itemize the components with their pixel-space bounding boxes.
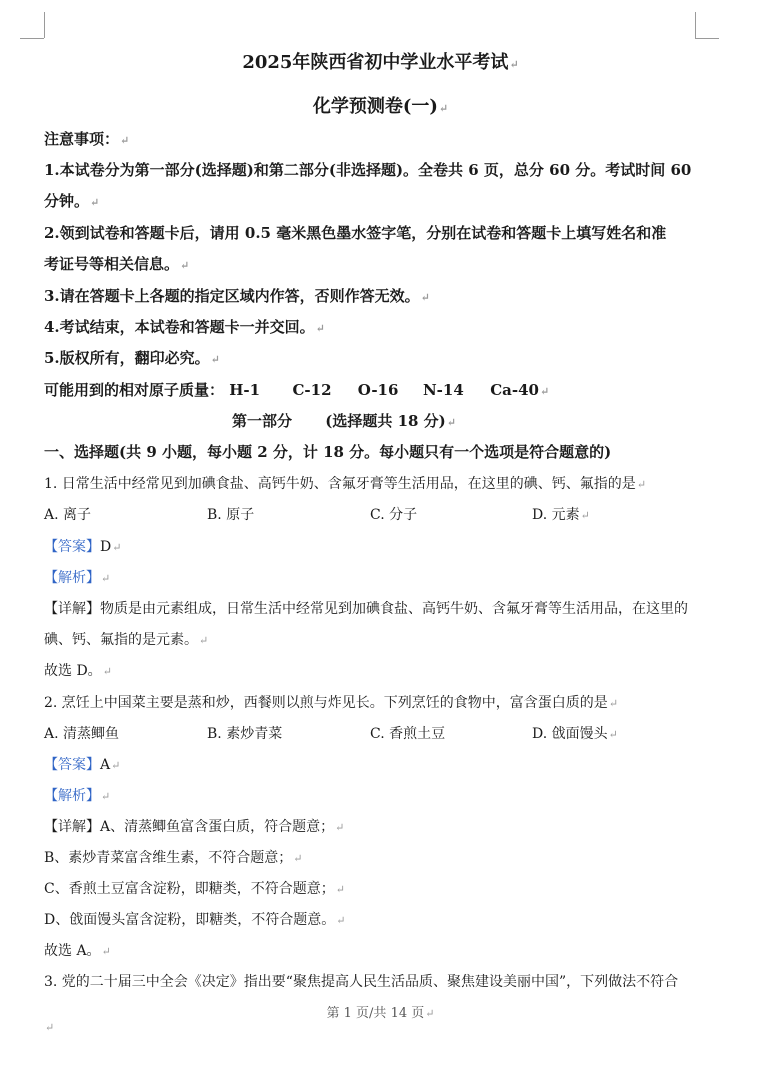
q1-conclusion: 故选 D。↵ xyxy=(44,663,112,679)
q1-option-c: C. 分子 xyxy=(370,507,418,523)
question-3-stem: 3. 党的二十届三中全会《决定》指出要“聚焦提高人民生活品质、聚焦建设美丽中国”，下列做法不符合 xyxy=(44,974,679,990)
notice-item-5: 5.版权所有，翻印必究。↵ xyxy=(44,349,220,367)
q1-option-a: A. 离子 xyxy=(44,507,92,523)
q2-option-d: D. 戗面馒头↵ xyxy=(532,726,618,742)
atomic-mass-c: C-12 xyxy=(292,381,332,399)
exam-subtitle: 化学预测卷(一)↵ xyxy=(312,96,449,117)
notice-item-2-cont: 考证号等相关信息。↵ xyxy=(44,255,190,273)
atomic-mass-ca: Ca-40 xyxy=(490,381,539,399)
question-1-stem: 1. 日常生活中经常见到加碘食盐、高钙牛奶、含氟牙膏等生活用品，在这里的碘、钙、氟指的是↵ xyxy=(44,476,647,492)
q2-detail-4: D、戗面馒头富含淀粉，即糖类，不符合题意。↵ xyxy=(44,912,346,928)
atomic-mass-o: O-16 xyxy=(357,381,399,399)
q1-detail-2: 碘、钙、氟指的是元素。↵ xyxy=(44,632,209,648)
crop-mark-top-left-h xyxy=(20,38,44,39)
q2-analysis: 【解析】↵ xyxy=(44,788,111,804)
section-heading: 一、选择题(共 9 小题，每小题 2 分，计 18 分。每小题只有一个选项是符合题意的) xyxy=(44,443,612,461)
notice-heading: 注意事项：↵ xyxy=(44,130,130,148)
atomic-mass-h: H-1 xyxy=(229,381,261,399)
q2-answer: 【答案】A↵ xyxy=(44,757,121,773)
q2-option-c: C. 香煎土豆 xyxy=(370,726,446,742)
notice-item-4: 4.考试结束，本试卷和答题卡一并交回。↵ xyxy=(44,318,325,336)
q1-answer: 【答案】D↵ xyxy=(44,539,122,555)
notice-item-1-cont: 分钟。↵ xyxy=(44,192,100,210)
page-footer: 第 1 页/共 14 页↵ xyxy=(326,1006,435,1021)
crop-mark-top-right-h xyxy=(695,38,719,39)
notice-item-2: 2.领到试卷和答题卡后，请用 0.5 毫米黑色墨水签字笔，分别在试卷和答题卡上填写姓名和准 xyxy=(44,224,667,242)
atomic-mass-n: N-14 xyxy=(422,381,464,399)
exam-title: 2025年陕西省初中学业水平考试↵ xyxy=(242,52,519,73)
q2-detail-2: B、素炒青菜富含维生素，不符合题意；↵ xyxy=(44,850,303,866)
crop-mark-top-left xyxy=(44,12,45,38)
q1-analysis: 【解析】↵ xyxy=(44,570,111,586)
atomic-mass-line: 可能用到的相对原子质量： H-1 C-12 O-16 N-14 Ca-40↵ xyxy=(44,381,550,399)
trailing-paragraph-mark: ↵ xyxy=(45,1021,55,1034)
notice-item-1: 1.本试卷分为第一部分(选择题)和第二部分(非选择题)。全卷共 6 页，总分 60 分。考试时间 60 xyxy=(44,161,692,179)
q1-option-d: D. 元素↵ xyxy=(532,507,590,523)
q2-conclusion: 故选 A。↵ xyxy=(44,943,111,959)
crop-mark-top-right xyxy=(695,12,696,38)
question-2-stem: 2. 烹饪上中国菜主要是蒸和炒，西餐则以煎与炸见长。下列烹饪的食物中，富含蛋白质的是↵ xyxy=(44,695,619,711)
q1-option-b: B. 原子 xyxy=(207,507,255,523)
part1-title: 第一部分 (选择题共 18 分)↵ xyxy=(232,412,456,430)
notice-item-3: 3.请在答题卡上各题的指定区域内作答，否则作答无效。↵ xyxy=(44,287,430,305)
q1-detail-1: 【详解】物质是由元素组成，日常生活中经常见到加碘食盐、高钙牛奶、含氟牙膏等生活用品，在这里的 xyxy=(44,601,688,617)
q2-option-a: A. 清蒸鲫鱼 xyxy=(44,726,120,742)
q2-detail-3: C、香煎土豆富含淀粉，即糖类，不符合题意；↵ xyxy=(44,881,345,897)
q2-detail-1: 【详解】A、清蒸鲫鱼富含蛋白质，符合题意；↵ xyxy=(44,819,345,835)
q2-option-b: B. 素炒青菜 xyxy=(207,726,283,742)
